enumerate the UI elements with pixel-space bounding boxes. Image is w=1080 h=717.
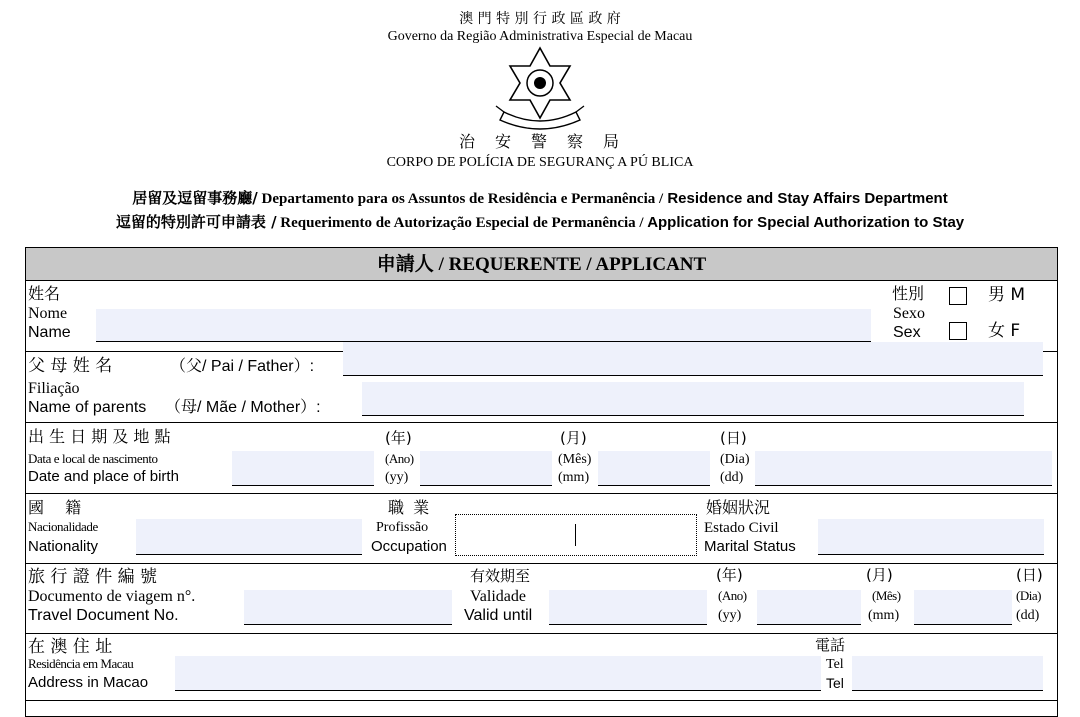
tel-label-cn: 電話 (815, 636, 846, 654)
valid-month-pt: (Mês) (872, 588, 901, 603)
birth-label-en: Date and place of birth (28, 468, 179, 485)
marital-status-field[interactable] (818, 519, 1044, 555)
valid-label-cn: 有效期至 (470, 567, 531, 585)
male-label: 男 M (988, 285, 1026, 305)
mother-name-input[interactable] (362, 382, 1024, 415)
name-label-cn: 姓名 (28, 284, 61, 303)
nationality-label-en: Nationality (28, 538, 99, 555)
valid-until-field[interactable] (549, 590, 707, 625)
section-header-pt-en: / REQUERENTE / APPLICANT (433, 254, 707, 275)
birth-day-cn: (日) (720, 429, 747, 447)
birth-year-en: (yy) (385, 470, 409, 485)
father-label: （父/ Pai / Father）: (170, 358, 315, 375)
valid-year-en: (yy) (718, 608, 742, 623)
nationality-field[interactable] (136, 519, 362, 555)
name-label-pt: Nome (28, 305, 68, 322)
birth-year-field[interactable] (420, 451, 552, 486)
birth-label-cn: 出 生 日 期 及 地 點 (28, 427, 171, 446)
doc-label-cn: 旅 行 證 件 編 號 (28, 567, 158, 587)
row-divider (26, 563, 1057, 564)
emblem-ribbon (500, 112, 580, 129)
valid-month-en: (mm) (868, 608, 900, 623)
female-checkbox[interactable] (949, 322, 967, 340)
form-title-cn: 逗留的特別許可申請表 / (115, 213, 277, 231)
male-checkbox[interactable] (949, 287, 967, 305)
emblem-ribbon-tails (496, 106, 584, 112)
gov-name-pt: Governo da Região Administrativa Especial de Macau (387, 29, 693, 44)
police-star-emblem (484, 46, 596, 134)
name-label-en: Name (28, 324, 71, 341)
birth-day-en: (dd) (720, 470, 744, 485)
tel-label-en: Tel (826, 675, 844, 691)
travel-doc-input[interactable] (244, 590, 452, 624)
marital-label-pt: Estado Civil (704, 520, 779, 536)
parents-label-cn: 父 母 姓 名 (28, 356, 113, 376)
address-field[interactable] (175, 656, 821, 691)
birth-year-pt: (Ano) (385, 451, 414, 466)
birth-place-input[interactable] (232, 451, 374, 485)
female-label: 女 F (988, 321, 1021, 341)
address-label-en: Address in Macao (28, 674, 149, 691)
birth-month-en: (mm) (558, 470, 590, 485)
valid-month-cn: (月) (866, 566, 893, 584)
tel-label-pt: Tel (826, 657, 844, 672)
valid-year-pt: (Ano) (718, 588, 747, 603)
nationality-label-pt: Nacionalidade (28, 519, 98, 534)
telephone-input[interactable] (852, 656, 1043, 690)
birth-year-input[interactable] (420, 451, 552, 485)
birth-year-cn: (年) (385, 429, 412, 447)
row-divider (26, 700, 1057, 701)
section-header-applicant (26, 248, 1057, 281)
form-title (0, 213, 1080, 232)
birth-month-field[interactable] (598, 451, 710, 486)
nationality-input[interactable] (136, 519, 362, 554)
row-divider (26, 422, 1057, 423)
birth-place-field[interactable] (232, 451, 374, 486)
father-name-field[interactable] (343, 342, 1043, 376)
row-divider (26, 633, 1057, 634)
telephone-field[interactable] (852, 656, 1043, 691)
valid-label-pt: Validade (470, 588, 526, 605)
marital-label-cn: 婚姻狀況 (706, 498, 771, 517)
doc-label-pt: Documento de viagem n°. (28, 588, 196, 605)
emblem-center (534, 77, 546, 89)
sex-label-cn: 性別 (892, 284, 925, 303)
mother-name-field[interactable] (362, 382, 1024, 416)
police-name-cn: 治 安 警 察 局 (458, 132, 621, 151)
birth-month-input[interactable] (598, 451, 710, 485)
address-label-cn: 在 澳 住 址 (28, 637, 113, 657)
travel-doc-field[interactable] (244, 590, 452, 625)
birth-day-pt: (Dia) (720, 452, 750, 467)
parents-label-pt: Filiação (28, 380, 80, 397)
birth-month-pt: (Mês) (558, 452, 592, 467)
nationality-label-cn: 國 籍 (28, 498, 82, 517)
doc-label-en: Travel Document No. (28, 607, 179, 624)
address-input[interactable] (175, 656, 821, 690)
valid-day-cn: (日) (1016, 566, 1043, 584)
birth-day-field[interactable] (755, 451, 1052, 486)
address-label-pt: Residência em Macau (28, 656, 134, 671)
name-input[interactable] (96, 309, 871, 341)
name-field[interactable] (96, 309, 871, 342)
birth-day-input[interactable] (755, 451, 1052, 485)
birth-label-pt: Data e local de nascimento (28, 451, 158, 466)
text-cursor (575, 524, 576, 546)
row-divider (26, 493, 1057, 494)
department-title-cn: 居留及逗留事務廳/ (132, 189, 258, 207)
valid-day-pt: (Dia) (1016, 588, 1041, 603)
form-title-en: Application for Special Authorization to Stay (643, 214, 965, 231)
sex-label-pt: Sexo (893, 305, 925, 322)
valid-year-cn: (年) (716, 566, 743, 584)
police-name-pt: CORPO DE POLÍCIA DE SEGURANÇ A PÚ BLICA (386, 155, 694, 170)
valid-year-input[interactable] (757, 590, 861, 624)
department-title-en: Residence and Stay Affairs Department (663, 190, 948, 207)
occupation-label-cn: 職 業 (388, 498, 432, 517)
gov-name-cn: 澳 門 特 別 行 政 區 政 府 (459, 11, 621, 27)
valid-year-field[interactable] (757, 590, 861, 625)
sex-label-en: Sex (893, 324, 921, 341)
valid-until-input[interactable] (549, 590, 707, 624)
occupation-label-pt: Profissão (376, 520, 429, 535)
section-header-cn: 申請人 (376, 253, 434, 275)
father-name-input[interactable] (343, 342, 1043, 375)
department-title-pt: Departamento para os Assuntos de Residência e Permanência / (257, 191, 664, 207)
valid-month-input[interactable] (914, 590, 1012, 624)
marital-status-input[interactable] (818, 519, 1044, 554)
valid-day-en: (dd) (1016, 608, 1040, 623)
occupation-label-en: Occupation (371, 538, 447, 555)
parents-label-en: Name of parents (28, 399, 147, 416)
birth-month-cn: (月) (560, 429, 587, 447)
occupation-field-focused[interactable] (455, 514, 697, 556)
department-title (0, 189, 1080, 208)
occupation-input[interactable] (456, 515, 700, 557)
marital-label-en: Marital Status (704, 538, 796, 555)
form-title-pt: Requerimento de Autorização Especial de Permanência / (276, 215, 644, 231)
mother-label: （母/ Mãe / Mother）: (165, 399, 321, 416)
valid-month-field[interactable] (914, 590, 1012, 625)
valid-label-en: Valid until (464, 607, 533, 624)
